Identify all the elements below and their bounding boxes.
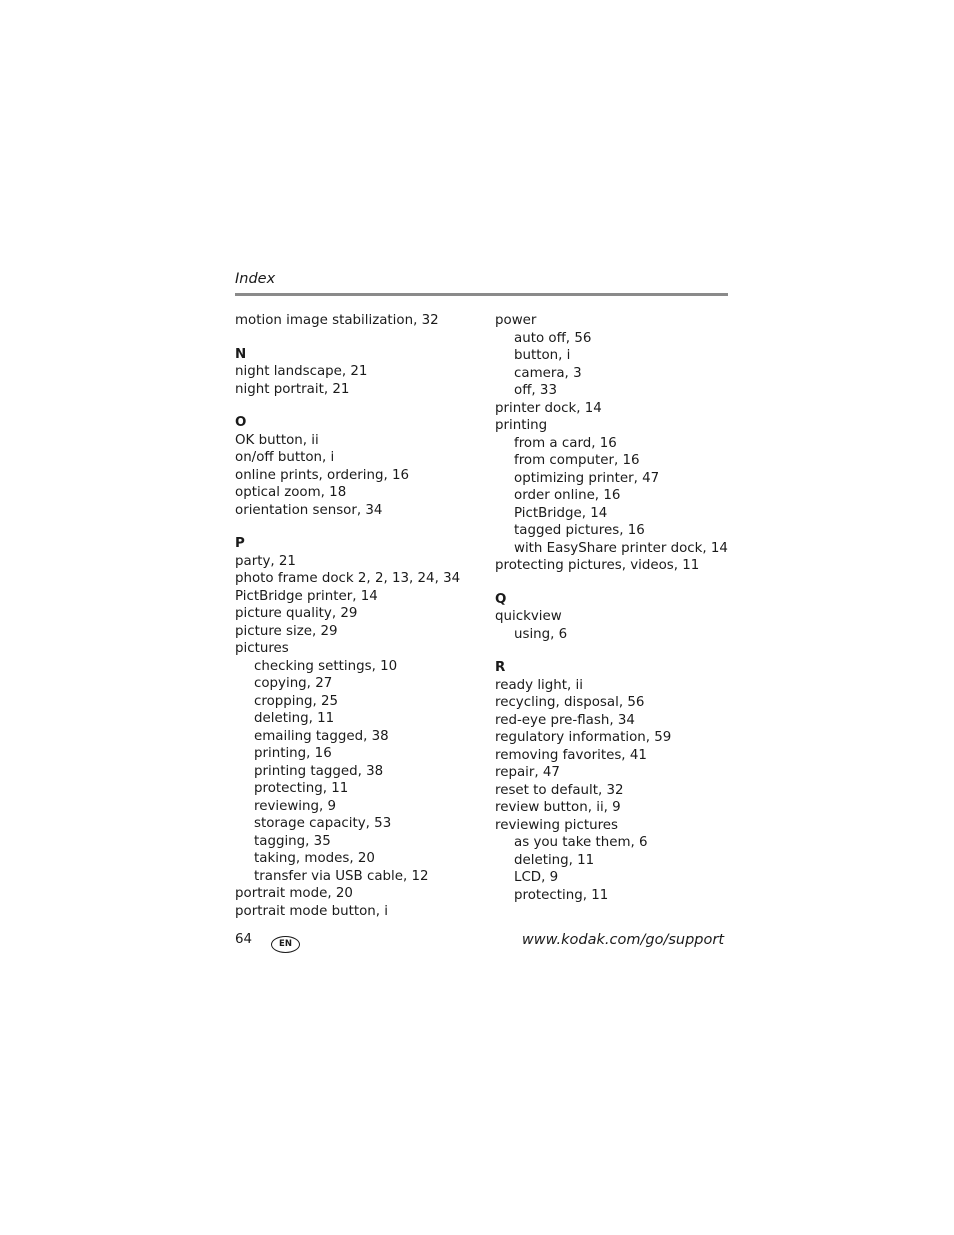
index-column-right — [495, 312, 728, 904]
index-section-letter: R — [495, 660, 506, 675]
index-entry: picture size, 29 — [235, 623, 338, 639]
index-entry: printing — [495, 418, 548, 433]
index-subentry: tagged pictures, 16 — [514, 523, 645, 538]
index-subentry: with EasyShare printer dock, 14 — [514, 540, 728, 556]
index-subentry: emailing tagged, 38 — [254, 728, 389, 744]
index-entry: regulatory information, 59 — [495, 730, 672, 745]
index-section-letter: Q — [495, 591, 507, 607]
index-section-letter: P — [235, 536, 245, 551]
index-subentry: reviewing, 9 — [254, 798, 337, 814]
language-badge: EN — [271, 936, 300, 953]
index-subentry: auto off, 56 — [514, 330, 592, 346]
index-entry: photo frame dock 2, 2, 13, 24, 34 — [235, 571, 461, 586]
index-entry: ready light, ii — [495, 677, 583, 693]
index-subentry: tagging, 35 — [254, 833, 331, 849]
index-subentry: transfer via USB cable, 12 — [254, 868, 429, 884]
index-entry: reset to default, 32 — [495, 782, 624, 798]
index-subentry: protecting, 11 — [514, 887, 609, 903]
index-subentry: printing, 16 — [254, 746, 332, 761]
index-subentry: cropping, 25 — [254, 693, 339, 709]
index-subentry: using, 6 — [514, 626, 568, 642]
index-entry: quickview — [495, 609, 562, 624]
index-subentry: copying, 27 — [254, 676, 333, 691]
index-entry: orientation sensor, 34 — [235, 502, 383, 518]
index-entry: motion image stabilization, 32 — [235, 313, 439, 328]
index-entry: repair, 47 — [495, 765, 560, 780]
index-subentry: camera, 3 — [514, 365, 582, 381]
index-entry: portrait mode, 20 — [235, 886, 353, 901]
support-url: www.kodak.com/go/support — [521, 932, 724, 948]
index-entry: power — [495, 313, 537, 328]
index-entry: review button, ii, 9 — [495, 800, 621, 815]
index-section-letter: N — [235, 346, 247, 362]
index-subentry: deleting, 11 — [254, 711, 335, 726]
index-subentry: taking, modes, 20 — [254, 851, 375, 866]
index-entry: removing favorites, 41 — [495, 747, 647, 763]
index-entry: red-eye pre-flash, 34 — [495, 712, 635, 728]
index-subentry: LCD, 9 — [514, 870, 559, 885]
header-divider — [235, 293, 728, 296]
index-subentry: off, 33 — [514, 383, 557, 398]
index-subentry: button, i — [514, 348, 571, 363]
index-section-letter: O — [235, 415, 247, 430]
index-entry: on/off button, i — [235, 450, 335, 465]
index-subentry: from a card, 16 — [514, 435, 617, 451]
page-header-title: Index — [235, 271, 276, 287]
index-entry: OK button, ii — [235, 432, 319, 448]
index-subentry: storage capacity, 53 — [254, 816, 392, 831]
index-subentry: printing tagged, 38 — [254, 763, 384, 779]
index-entry: printer dock, 14 — [495, 400, 602, 416]
index-entry: night portrait, 21 — [235, 381, 350, 397]
index-subentry: order online, 16 — [514, 488, 621, 503]
index-entry: picture quality, 29 — [235, 606, 358, 621]
index-subentry: optimizing printer, 47 — [514, 470, 660, 486]
index-entry: party, 21 — [235, 553, 296, 569]
page-number: 64 — [235, 932, 253, 947]
index-entry: reviewing pictures — [495, 817, 618, 833]
index-entry: night landscape, 21 — [235, 364, 368, 379]
index-entry: pictures — [235, 641, 289, 656]
index-entry: portrait mode button, i — [235, 903, 389, 919]
index-subentry: from computer, 16 — [514, 453, 640, 468]
index-entry: PictBridge printer, 14 — [235, 588, 378, 604]
index-entry: protecting pictures, videos, 11 — [495, 558, 700, 573]
index-subentry: as you take them, 6 — [514, 835, 648, 850]
index-column-left — [235, 312, 475, 920]
index-entry: recycling, disposal, 56 — [495, 695, 645, 710]
index-entry: optical zoom, 18 — [235, 485, 347, 500]
index-subentry: protecting, 11 — [254, 781, 349, 796]
index-entry: online prints, ordering, 16 — [235, 467, 410, 483]
index-subentry: checking settings, 10 — [254, 658, 398, 674]
index-subentry: PictBridge, 14 — [514, 505, 608, 521]
index-subentry: deleting, 11 — [514, 852, 595, 868]
